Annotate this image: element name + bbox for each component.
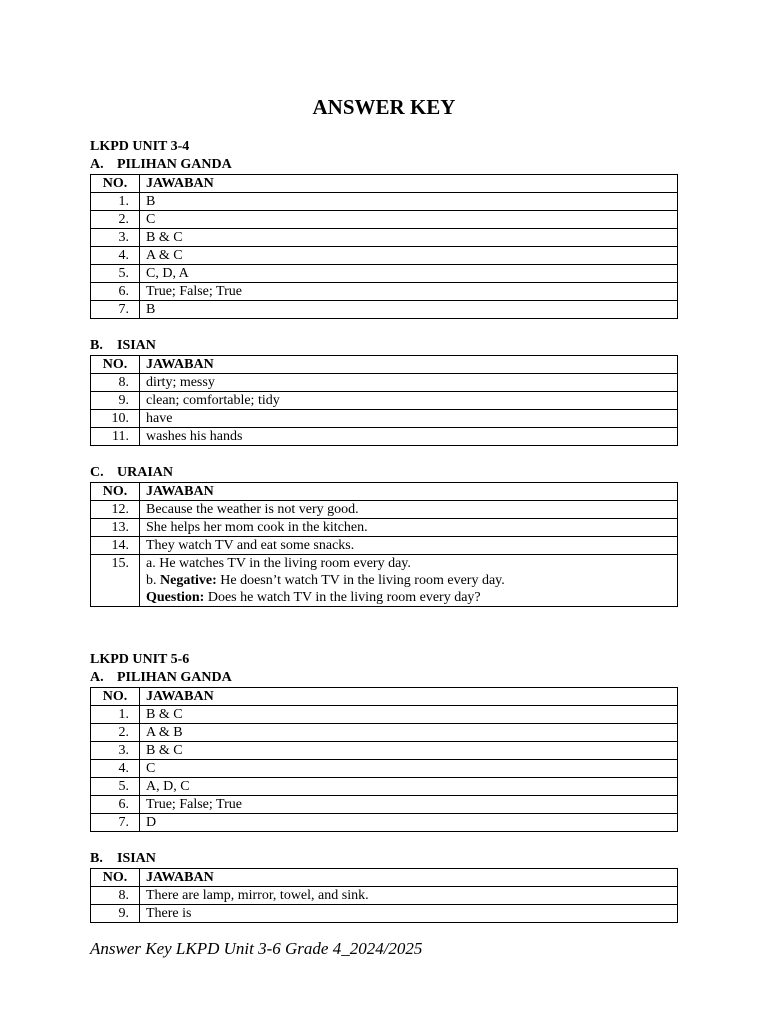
row-number: 1. bbox=[91, 706, 140, 724]
row-answer: B & C bbox=[140, 742, 678, 760]
row-number: 4. bbox=[91, 760, 140, 778]
page-footer: Answer Key LKPD Unit 3-6 Grade 4_2024/2025 bbox=[90, 939, 423, 958]
table-row bbox=[91, 760, 678, 778]
row-number: 9. bbox=[91, 392, 140, 410]
table-header-row bbox=[91, 483, 678, 501]
table-row bbox=[91, 796, 678, 814]
table-row bbox=[91, 392, 678, 410]
row-number: 1. bbox=[91, 193, 140, 211]
table-row bbox=[91, 301, 678, 319]
table-row bbox=[91, 778, 678, 796]
section-heading-pilihan-ganda: A. PILIHAN GANDA bbox=[90, 157, 232, 172]
row-answer: dirty; messy bbox=[140, 374, 678, 392]
column-header-jawaban: JAWABAN bbox=[140, 356, 678, 374]
row-number: 8. bbox=[91, 887, 140, 905]
row-number: 3. bbox=[91, 229, 140, 247]
unit-heading: LKPD UNIT 5-6 bbox=[90, 652, 190, 667]
row-number: 2. bbox=[91, 724, 140, 742]
row-number: 4. bbox=[91, 247, 140, 265]
answer-table-pilihan-ganda bbox=[90, 687, 678, 832]
row-answer: True; False; True bbox=[140, 796, 678, 814]
row-answer: B bbox=[140, 301, 678, 319]
table-row bbox=[91, 374, 678, 392]
column-header-jawaban: JAWABAN bbox=[140, 688, 678, 706]
row-number: 7. bbox=[91, 814, 140, 832]
column-header-jawaban: JAWABAN bbox=[140, 175, 678, 193]
table-row bbox=[91, 905, 678, 923]
row-number: 12. bbox=[91, 501, 140, 519]
row-number: 6. bbox=[91, 796, 140, 814]
table-header-row bbox=[91, 869, 678, 887]
answer-table-uraian bbox=[90, 482, 678, 607]
row-number: 7. bbox=[91, 301, 140, 319]
answer-table-pilihan-ganda bbox=[90, 174, 678, 319]
answer-line-c: Question: Does he watch TV in the living room every day? bbox=[146, 590, 481, 605]
answer-line-b: b. Negative: He doesn’t watch TV in the living room every day. bbox=[146, 573, 505, 588]
row-answer: There is bbox=[140, 905, 678, 923]
row-answer: True; False; True bbox=[140, 283, 678, 301]
column-header-no: NO. bbox=[91, 175, 140, 193]
column-header-no: NO. bbox=[91, 869, 140, 887]
table-row bbox=[91, 283, 678, 301]
table-row bbox=[91, 193, 678, 211]
table-row bbox=[91, 537, 678, 555]
row-answer: Because the weather is not very good. bbox=[140, 501, 678, 519]
table-header-row bbox=[91, 356, 678, 374]
row-number: 6. bbox=[91, 283, 140, 301]
row-answer: A, D, C bbox=[140, 778, 678, 796]
table-row bbox=[91, 501, 678, 519]
table-header-row bbox=[91, 688, 678, 706]
table-row bbox=[91, 211, 678, 229]
row-number: 14. bbox=[91, 537, 140, 555]
row-number: 5. bbox=[91, 778, 140, 796]
table-header-row bbox=[91, 175, 678, 193]
row-answer: They watch TV and eat some snacks. bbox=[140, 537, 678, 555]
table-row bbox=[91, 742, 678, 760]
row-answer: C, D, A bbox=[140, 265, 678, 283]
table-row bbox=[91, 724, 678, 742]
page-title: ANSWER KEY bbox=[312, 95, 456, 119]
unit-3-4 bbox=[90, 138, 678, 607]
section-heading-uraian: C. URAIAN bbox=[90, 465, 173, 480]
section-heading-isian: B. ISIAN bbox=[90, 851, 156, 866]
column-header-no: NO. bbox=[91, 483, 140, 501]
table-row bbox=[91, 706, 678, 724]
row-answer: A & B bbox=[140, 724, 678, 742]
row-number: 5. bbox=[91, 265, 140, 283]
table-row bbox=[91, 229, 678, 247]
table-row bbox=[91, 519, 678, 537]
table-row bbox=[91, 814, 678, 832]
row-number: 13. bbox=[91, 519, 140, 537]
row-answer: washes his hands bbox=[140, 428, 678, 446]
row-answer: clean; comfortable; tidy bbox=[140, 392, 678, 410]
row-number: 9. bbox=[91, 905, 140, 923]
row-answer: B bbox=[140, 193, 678, 211]
column-header-jawaban: JAWABAN bbox=[140, 483, 678, 501]
table-row bbox=[91, 428, 678, 446]
row-answer: D bbox=[140, 814, 678, 832]
row-answer: She helps her mom cook in the kitchen. bbox=[140, 519, 678, 537]
row-number: 2. bbox=[91, 211, 140, 229]
row-answer: C bbox=[140, 760, 678, 778]
row-answer: B & C bbox=[140, 229, 678, 247]
row-number: 8. bbox=[91, 374, 140, 392]
row-answer: B & C bbox=[140, 706, 678, 724]
row-number: 10. bbox=[91, 410, 140, 428]
table-row bbox=[91, 247, 678, 265]
row-answer: have bbox=[140, 410, 678, 428]
row-answer: There are lamp, mirror, towel, and sink. bbox=[140, 887, 678, 905]
answer-table-isian bbox=[90, 868, 678, 923]
table-row bbox=[91, 887, 678, 905]
column-header-no: NO. bbox=[91, 356, 140, 374]
row-answer: A & C bbox=[140, 247, 678, 265]
table-row bbox=[91, 410, 678, 428]
answer-line-a: a. He watches TV in the living room every day. bbox=[146, 556, 411, 571]
answer-table-isian bbox=[90, 355, 678, 446]
column-header-jawaban: JAWABAN bbox=[140, 869, 678, 887]
row-number: 15. bbox=[91, 555, 140, 607]
row-answer-multiline bbox=[140, 555, 678, 607]
section-heading-isian: B. ISIAN bbox=[90, 338, 156, 353]
row-number: 3. bbox=[91, 742, 140, 760]
table-row bbox=[91, 555, 678, 607]
row-answer: C bbox=[140, 211, 678, 229]
unit-5-6 bbox=[90, 651, 678, 923]
row-number: 11. bbox=[91, 428, 140, 446]
unit-heading: LKPD UNIT 3-4 bbox=[90, 139, 190, 154]
column-header-no: NO. bbox=[91, 688, 140, 706]
table-row bbox=[91, 265, 678, 283]
section-heading-pilihan-ganda: A. PILIHAN GANDA bbox=[90, 670, 232, 685]
